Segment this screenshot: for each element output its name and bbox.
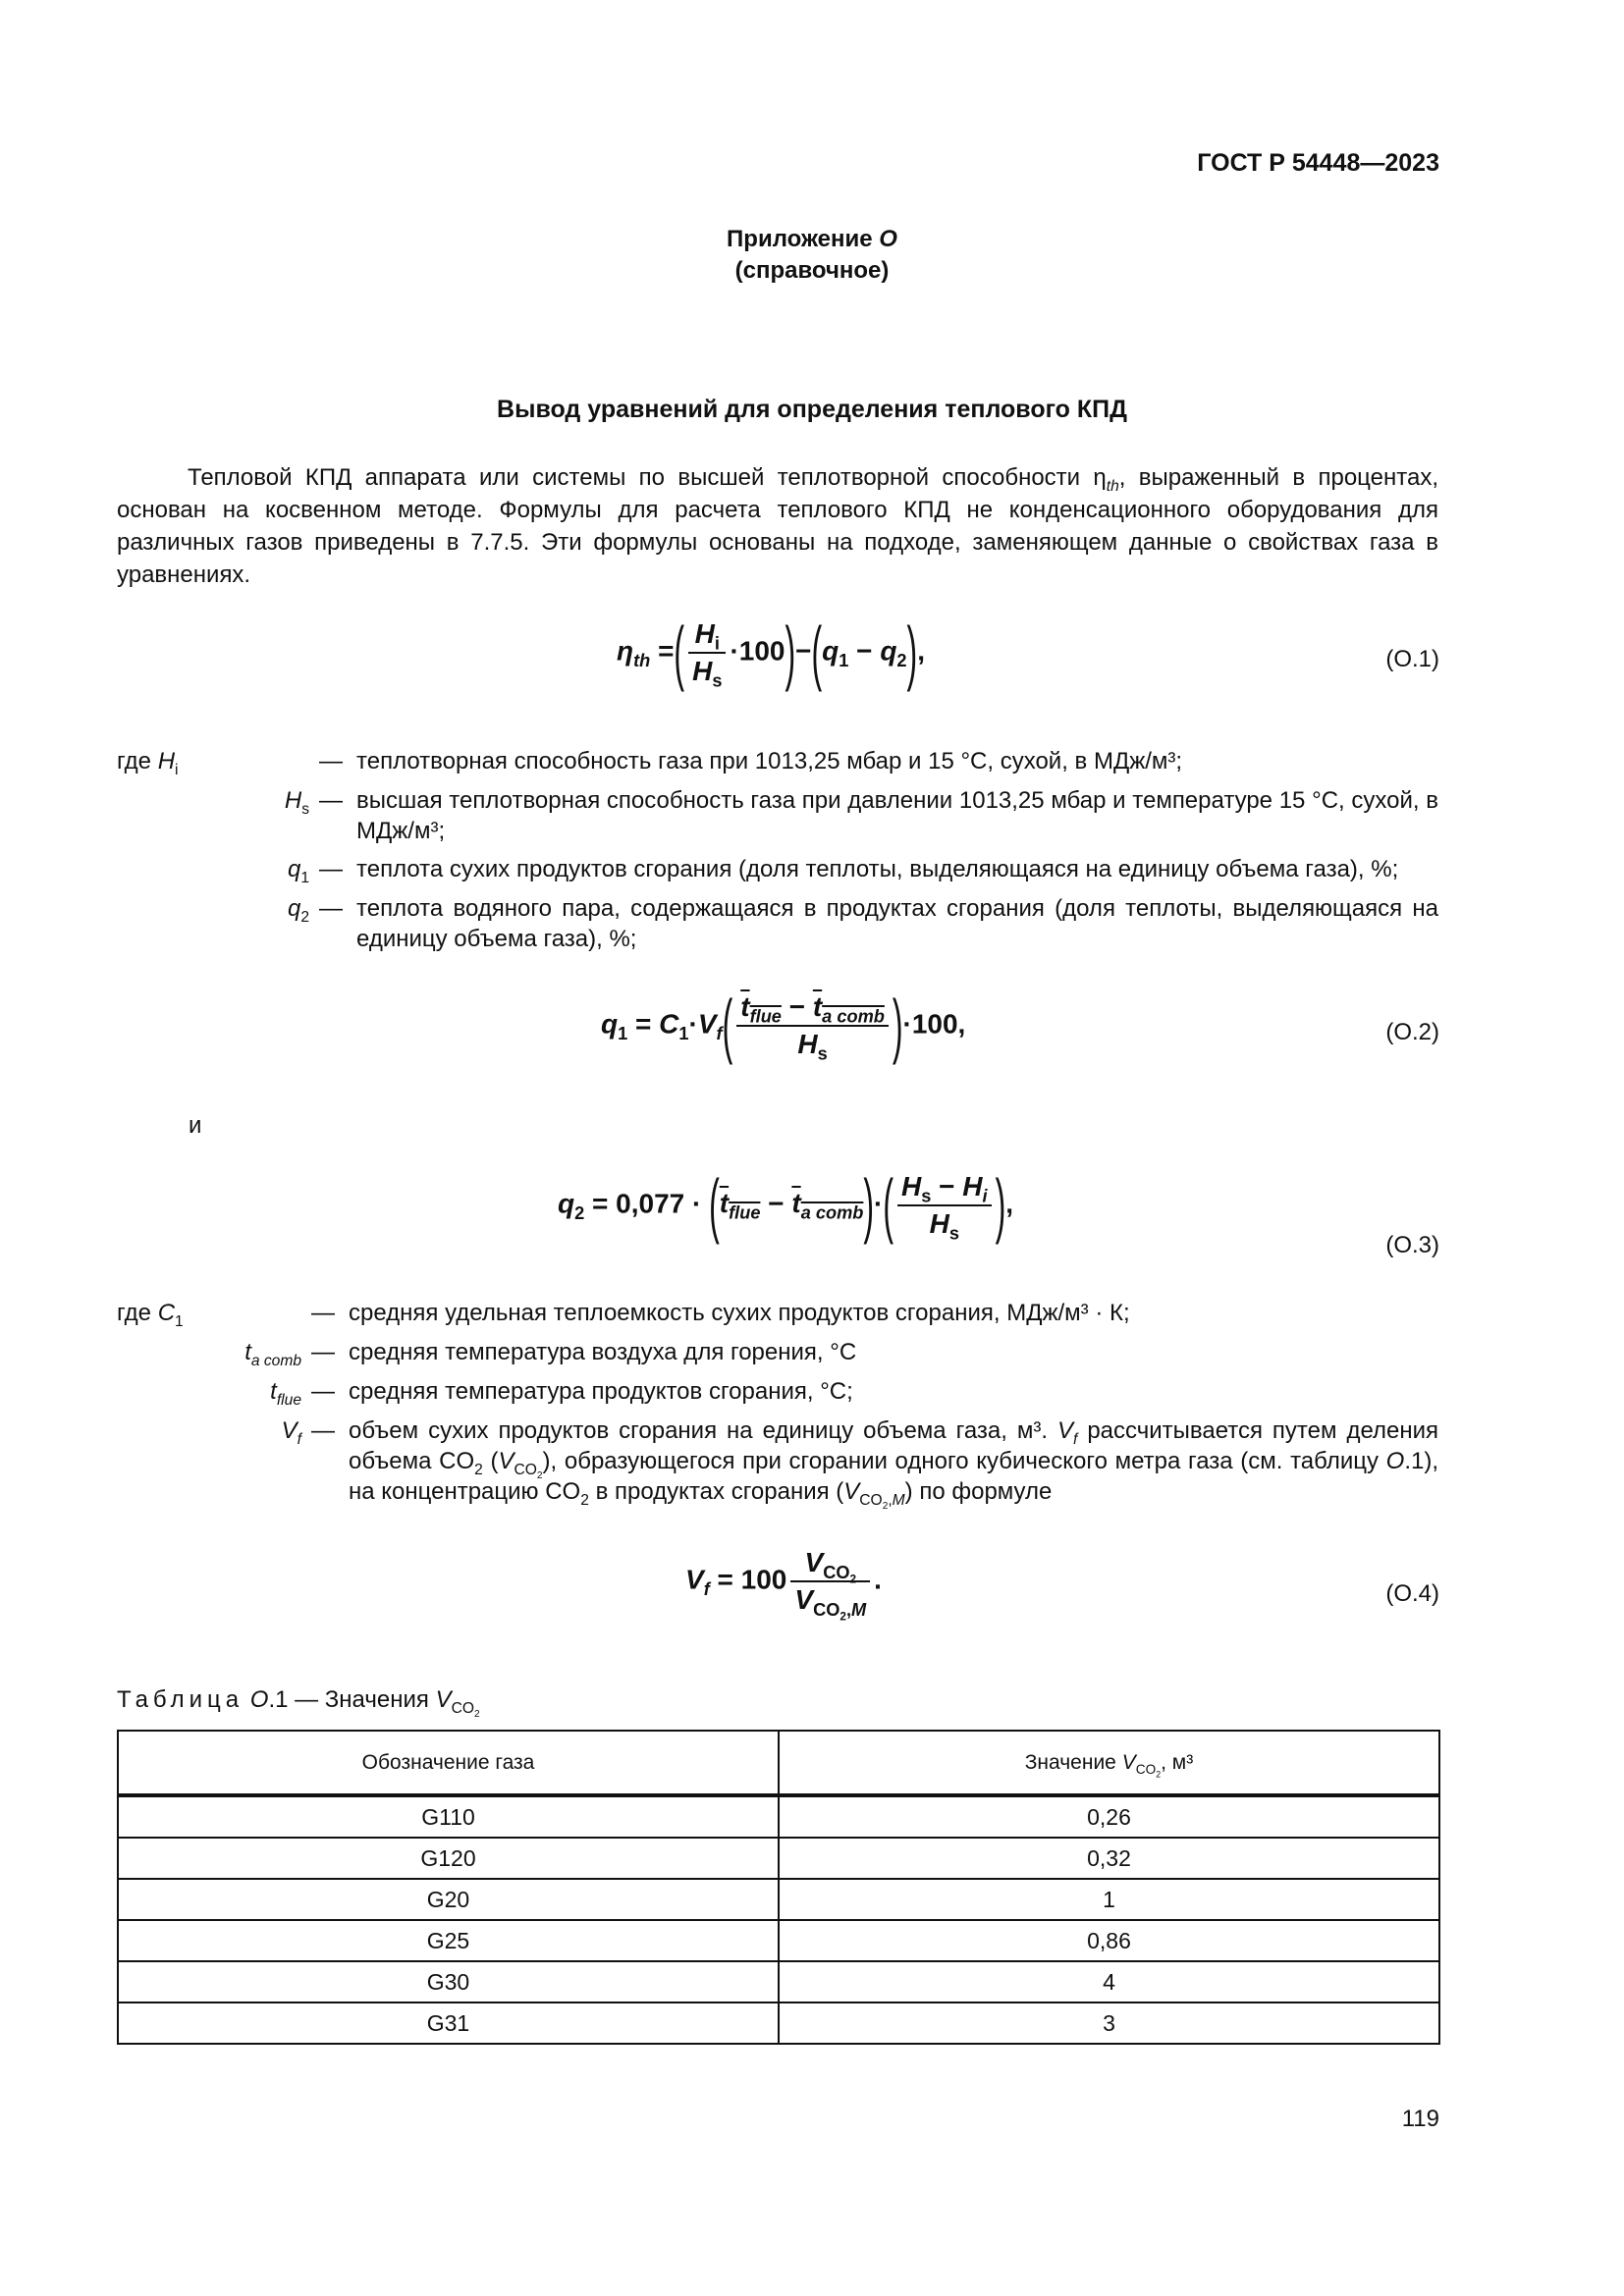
intro-text-b: , выраженный в процентах, основан на косвенном методе. Формулы для расчета теплового КПД не конденсационного оборудования для различных газов приведены в 7.7.5. Эти формулы основаны на подходе, заменяющем данные о свойствах газа в уравнениях.	[117, 464, 1438, 588]
table-cell-gas: G120	[118, 1838, 779, 1879]
column-header-value: Значение $V_{CO_2}$, м³	[779, 1731, 1439, 1795]
equation-o2-body: $q_1 = C_1\cdot V_f$( $\frac{t_{flue} - t_{a comb}}{H_s}$ )·100,	[601, 984, 966, 1066]
legend-text-q1: теплота сухих продуктов сгорания (доля теплоты, выделяющаяся на единицу объема газа), %;	[356, 856, 1399, 882]
table-cell-gas: G110	[118, 1795, 779, 1838]
vf-text-b: рассчитывается путем деления объема CO	[349, 1417, 1439, 1474]
intro-paragraph	[117, 461, 1438, 591]
equation-o4-number: (O.4)	[1385, 1580, 1439, 1607]
annex-type: (справочное)	[734, 257, 890, 284]
table-row	[118, 2002, 1439, 2044]
table-cell-gas: G25	[118, 1920, 779, 1961]
vf-text-a: объем сухих продуктов сгорания на единицу объема газа, м³.	[349, 1417, 1049, 1444]
table-row	[118, 1920, 1439, 1961]
legend-where: где	[117, 1300, 152, 1326]
table-header-row	[118, 1731, 1439, 1795]
equation-o2	[0, 982, 1624, 1080]
legend-dash: —	[319, 787, 343, 814]
legend-text-hi: теплотворная способность газа при 1013,25 мбар и 15 °С, сухой, в МДж/м³;	[356, 748, 1183, 774]
legend-dash: —	[319, 748, 343, 774]
table-cell-value: 0,26	[779, 1795, 1439, 1838]
annex-letter: O	[879, 226, 897, 252]
equation-o1-number: (O.1)	[1385, 646, 1439, 672]
legend-text-q2: теплота водяного пара, содержащаяся в продуктах сгорания (доля теплоты, выделяющаяся на единицу объема газа), %;	[356, 895, 1438, 952]
page-number: 119	[1401, 2106, 1439, 2132]
legend-where: где	[117, 748, 152, 774]
table-cell-gas: G20	[118, 1879, 779, 1920]
table-row	[118, 1838, 1439, 1879]
legend-symbol-hs: $H_s$	[284, 787, 309, 818]
table-cell-value: 1	[779, 1879, 1439, 1920]
legend-dash: —	[319, 895, 343, 922]
table-cell-value: 0,32	[779, 1838, 1439, 1879]
legend-symbol-vf: $V_f$	[281, 1417, 301, 1448]
conjunction-and: и	[189, 1112, 202, 1139]
table-cell-value: 0,86	[779, 1920, 1439, 1961]
legend-symbol-hi: где $H_i$	[117, 748, 179, 778]
legend-symbol-tacomb: $t_{a comb}$	[244, 1339, 301, 1369]
table-caption-word: Таблица	[117, 1686, 244, 1713]
table-row	[118, 1795, 1439, 1838]
vf-text-d: .1), на концентрацию CO	[349, 1448, 1438, 1505]
vf-text-e: в продуктах сгорания (	[595, 1478, 844, 1505]
vf-text-c: , образующегося при сгорании одного кубического метра газа (см. таблицу	[550, 1448, 1379, 1474]
section-heading: Вывод уравнений для определения теплового КПД	[497, 396, 1127, 423]
legend-symbol-q1: $q_1$	[287, 856, 309, 886]
legend-text-tacomb: средняя температура воздуха для горения, °С	[349, 1339, 857, 1365]
legend-text-vf: объем сухих продуктов сгорания на единицу объема газа, м³. $V_f$ рассчитывается путем деления объема $CO_2$ $(V_{CO_2})$, образующегося при сгорании одного кубического метра газа (см. таблицу O.1), на концентрацию $CO_2$ в продуктах сгорания $(V_{CO_2,M})$ по формуле	[349, 1417, 1439, 1512]
equation-o2-number: (O.2)	[1385, 1019, 1439, 1045]
column-header-gas: Обозначение газа	[118, 1731, 779, 1795]
standard-designation: ГОСТ Р 54448—2023	[1197, 149, 1439, 177]
legend-symbol-tflue: $t_{flue}$	[270, 1378, 301, 1409]
legend-dash: —	[311, 1339, 335, 1365]
column-header-value-b: , м³	[1161, 1750, 1194, 1774]
values-table	[117, 1730, 1440, 2045]
legend-dash: —	[311, 1300, 335, 1326]
vf-annex-letter: O	[1385, 1448, 1405, 1474]
intro-text-a: Тепловой КПД аппарата или системы по высшей теплотворной способности η	[188, 464, 1107, 491]
table-cell-value: 4	[779, 1961, 1439, 2002]
legend-text-hs: высшая теплотворная способность газа при давлении 1013,25 мбар и температуре 15 °С, сухой, в МДж/м³;	[356, 787, 1438, 844]
equation-o3-number: (O.3)	[1385, 1232, 1439, 1258]
table-row	[118, 1961, 1439, 2002]
table-caption: Таблица O.1 — Значения $V_{CO_2}$	[117, 1686, 480, 1720]
legend-dash: —	[311, 1378, 335, 1405]
table-row	[118, 1879, 1439, 1920]
legend-symbol-q2: $q_2$	[287, 895, 309, 926]
annex-title-prefix: Приложение	[727, 226, 873, 252]
equation-o4-body: $V_f = 100$ $\frac{V_{CO_2}}{V_{CO_2,M}}$ .	[685, 1547, 882, 1624]
legend-dash: —	[311, 1417, 335, 1444]
equation-o3-body: $q_2 = 0,077 \cdot (t_{flue} - t_{a comb})\cdot$( $\frac{H_s - H_i}{H_s}$ ),	[558, 1163, 1014, 1246]
legend-symbol-c1: где $C_1$	[117, 1300, 184, 1330]
legend-text-c1: средняя удельная теплоемкость сухих продуктов сгорания, МДж/м³ · К;	[349, 1300, 1130, 1326]
legend-text-tflue: средняя температура продуктов сгорания, °С;	[349, 1378, 853, 1405]
equation-o3	[0, 1163, 1624, 1271]
equation-o1	[0, 609, 1624, 707]
vf-text-f: ) по формуле	[904, 1478, 1053, 1505]
table-cell-gas: G31	[118, 2002, 779, 2044]
equation-o4	[0, 1541, 1624, 1639]
equation-o1-body: $\eta_{th}$ =( $\frac{H_i}{H_s}$ $\cdot 100)-(q_1 - q_2)$,	[617, 611, 925, 693]
table-cell-gas: G30	[118, 1961, 779, 2002]
table-caption-letter: O	[249, 1686, 269, 1713]
legend-dash: —	[319, 856, 343, 882]
table-cell-value: 3	[779, 2002, 1439, 2044]
column-header-value-a: Значение	[1024, 1750, 1116, 1774]
intro-subscript: th	[1106, 477, 1119, 495]
table-caption-rest: .1 — Значения	[268, 1686, 429, 1713]
annex-title	[0, 226, 1624, 253]
